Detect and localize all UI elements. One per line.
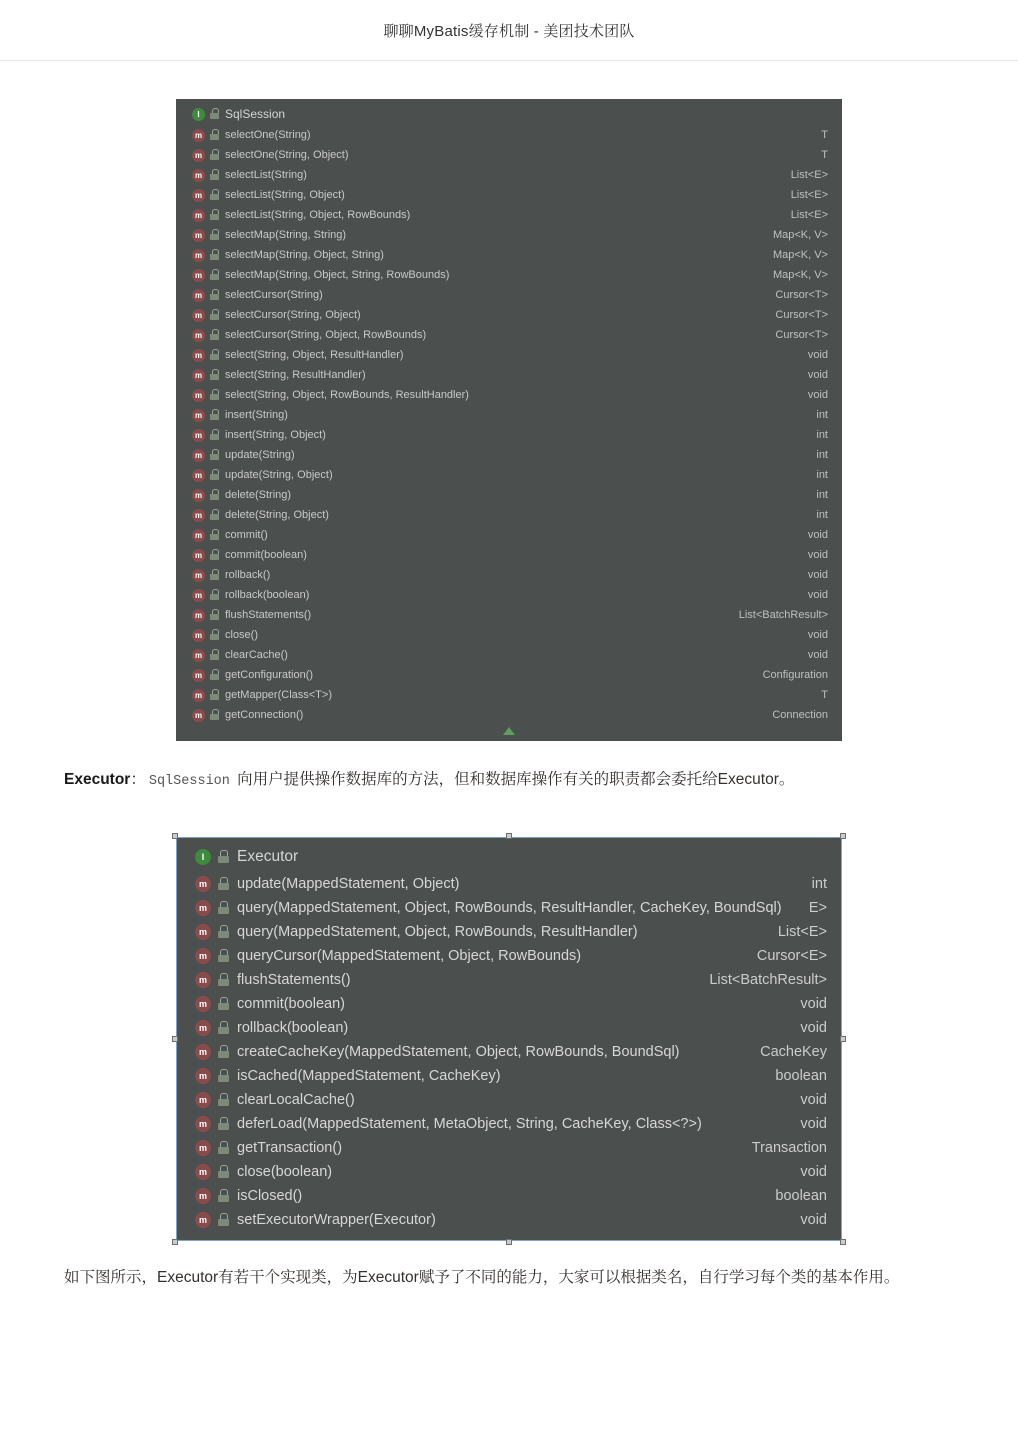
sqlsession-header [176, 105, 842, 125]
lock-icon [210, 129, 219, 141]
document-content [0, 99, 1018, 1293]
sqlsession-structure-panel[interactable] [176, 99, 842, 741]
method-signature: selectList(String, Object, RowBounds) [225, 209, 411, 221]
method-icon: m [192, 129, 205, 142]
method-return-type: void [800, 996, 827, 1012]
method-row[interactable] [176, 185, 842, 205]
method-row[interactable] [176, 445, 842, 465]
method-icon: m [192, 629, 205, 642]
method-row[interactable] [176, 525, 842, 545]
method-row[interactable] [176, 625, 842, 645]
lock-icon [210, 409, 219, 421]
method-icon: m [192, 349, 205, 362]
method-signature: isCached(MappedStatement, CacheKey) [237, 1068, 501, 1084]
method-return-type: Cursor<T> [775, 289, 828, 301]
method-row[interactable] [176, 205, 842, 225]
lock-icon [210, 289, 219, 301]
method-row[interactable] [176, 545, 842, 565]
method-return-type: void [807, 569, 828, 581]
method-icon: m [192, 689, 205, 702]
method-return-type: Map<K, V> [772, 229, 828, 241]
method-row[interactable] [177, 1064, 841, 1088]
method-return-type: int [816, 409, 828, 421]
method-signature: update(String, Object) [225, 469, 333, 481]
method-icon: m [195, 1044, 211, 1060]
method-icon: m [195, 996, 211, 1012]
method-signature: query(MappedStatement, Object, RowBounds, ResultHandler, CacheKey, BoundSql) [237, 900, 782, 916]
method-signature: update(MappedStatement, Object) [237, 876, 460, 892]
method-icon: m [195, 900, 211, 916]
resize-handle-top-left[interactable] [172, 833, 178, 839]
method-return-type: Configuration [762, 669, 828, 681]
paragraph-executor-intro [64, 765, 954, 797]
method-row[interactable] [177, 896, 841, 920]
method-signature: selectOne(String, Object) [225, 149, 349, 161]
method-signature: insert(String, Object) [225, 429, 326, 441]
method-row[interactable] [177, 1040, 841, 1064]
method-signature: getMapper(Class<T>) [225, 689, 332, 701]
method-return-type: T [821, 689, 828, 701]
method-return-type: void [800, 1212, 827, 1228]
method-return-type: boolean [775, 1068, 827, 1084]
resize-handle-top-center[interactable] [506, 833, 512, 839]
method-return-type: void [800, 1020, 827, 1036]
lock-icon [210, 169, 219, 181]
method-row[interactable] [176, 245, 842, 265]
method-return-type: void [807, 529, 828, 541]
method-return-type: Cursor<E> [756, 948, 827, 964]
method-signature: isClosed() [237, 1188, 303, 1204]
method-icon: m [192, 669, 205, 682]
lock-icon [210, 609, 219, 621]
lock-icon [218, 925, 229, 939]
method-icon: m [195, 1140, 211, 1156]
method-return-type: List<E> [777, 924, 827, 940]
method-return-type: void [807, 369, 828, 381]
method-icon: m [192, 609, 205, 622]
lock-icon [210, 529, 219, 541]
method-row[interactable] [176, 225, 842, 245]
method-return-type: List<E> [790, 189, 828, 201]
method-icon: m [195, 1212, 211, 1228]
lock-icon [218, 1165, 229, 1179]
lock-icon [210, 429, 219, 441]
method-signature: insert(String) [225, 409, 288, 421]
method-signature: selectCursor(String) [225, 289, 323, 301]
resize-handle-bottom-center[interactable] [506, 1239, 512, 1245]
lock-icon [210, 189, 219, 201]
lock-icon [210, 709, 219, 721]
method-signature: select(String, Object, ResultHandler) [225, 349, 404, 361]
method-return-type: E> [808, 900, 827, 916]
method-signature: commit() [225, 529, 268, 541]
method-return-type: List<BatchResult> [738, 609, 828, 621]
resize-handle-bottom-left[interactable] [172, 1239, 178, 1245]
method-row[interactable] [176, 285, 842, 305]
method-icon: m [195, 972, 211, 988]
lock-icon [210, 689, 219, 701]
method-row[interactable] [176, 345, 842, 365]
lock-icon [210, 149, 219, 161]
lock-icon [210, 629, 219, 641]
method-signature: selectCursor(String, Object) [225, 309, 361, 321]
method-signature: setExecutorWrapper(Executor) [237, 1212, 436, 1228]
method-row[interactable] [176, 325, 842, 345]
method-signature: selectList(String) [225, 169, 307, 181]
method-row[interactable] [177, 944, 841, 968]
method-row[interactable] [176, 585, 842, 605]
interface-icon: I [195, 849, 211, 865]
method-icon: m [192, 389, 205, 402]
executor-label: Executor [64, 771, 131, 788]
method-row[interactable] [177, 1184, 841, 1208]
method-signature: flushStatements() [237, 972, 351, 988]
method-row[interactable] [177, 920, 841, 944]
method-row[interactable] [176, 485, 842, 505]
method-signature: select(String, Object, RowBounds, ResultHandler) [225, 389, 469, 401]
method-return-type: List<E> [790, 169, 828, 181]
colon: ： [130, 771, 146, 788]
method-return-type: List<E> [790, 209, 828, 221]
method-icon: m [195, 1116, 211, 1132]
lock-icon [218, 901, 229, 915]
method-icon: m [192, 429, 205, 442]
method-icon: m [195, 924, 211, 940]
method-signature: query(MappedStatement, Object, RowBounds, ResultHandler) [237, 924, 638, 940]
lock-icon [210, 649, 219, 661]
method-icon: m [195, 1188, 211, 1204]
method-icon: m [192, 149, 205, 162]
method-signature: createCacheKey(MappedStatement, Object, RowBounds, BoundSql) [237, 1044, 680, 1060]
method-icon: m [195, 876, 211, 892]
resize-handle-top-right[interactable] [840, 833, 846, 839]
lock-icon [210, 249, 219, 261]
method-icon: m [192, 529, 205, 542]
method-row[interactable] [176, 425, 842, 445]
method-return-type: int [816, 469, 828, 481]
method-row[interactable] [176, 665, 842, 685]
method-signature: selectMap(String, Object, String, RowBounds) [225, 269, 450, 281]
lock-icon [218, 949, 229, 963]
method-row[interactable] [176, 465, 842, 485]
paragraph-text: 向用户提供操作数据库的方法，但和数据库操作有关的职责都会委托给Executor。 [232, 771, 795, 788]
lock-icon [218, 877, 229, 891]
method-icon: m [192, 549, 205, 562]
method-return-type: void [807, 549, 828, 561]
method-return-type: int [816, 489, 828, 501]
resize-handle-middle-right[interactable] [840, 1036, 846, 1042]
lock-icon [210, 589, 219, 601]
executor-header [177, 846, 841, 872]
page-title: 聊聊MyBatis缓存机制 - 美团技术团队 [383, 22, 635, 40]
lock-icon [218, 1117, 229, 1131]
lock-icon [210, 489, 219, 501]
method-signature: selectOne(String) [225, 129, 311, 141]
method-row[interactable] [177, 1088, 841, 1112]
method-icon: m [195, 948, 211, 964]
lock-icon [210, 329, 219, 341]
method-signature: rollback(boolean) [237, 1020, 349, 1036]
method-row[interactable] [176, 505, 842, 525]
method-icon: m [195, 1092, 211, 1108]
method-signature: getConnection() [225, 709, 304, 721]
lock-icon [210, 108, 219, 120]
lock-icon [210, 509, 219, 521]
method-icon: m [192, 289, 205, 302]
lock-icon [218, 997, 229, 1011]
method-row[interactable] [177, 992, 841, 1016]
method-row[interactable] [177, 1136, 841, 1160]
method-signature: selectMap(String, Object, String) [225, 249, 384, 261]
interface-name: Executor [237, 848, 299, 865]
method-icon: m [192, 489, 205, 502]
method-return-type: Map<K, V> [772, 249, 828, 261]
method-signature: getTransaction() [237, 1140, 343, 1156]
method-return-type: int [811, 876, 827, 892]
method-return-type: void [807, 389, 828, 401]
lock-icon [210, 449, 219, 461]
lock-icon [210, 389, 219, 401]
method-signature: getConfiguration() [225, 669, 314, 681]
method-row[interactable] [176, 305, 842, 325]
method-return-type: int [816, 429, 828, 441]
method-return-type: Cursor<T> [775, 329, 828, 341]
method-return-type: void [807, 349, 828, 361]
lock-icon [218, 850, 229, 864]
method-icon: m [192, 709, 205, 722]
method-signature: select(String, ResultHandler) [225, 369, 366, 381]
lock-icon [218, 1093, 229, 1107]
method-signature: clearCache() [225, 649, 288, 661]
method-return-type: int [816, 509, 828, 521]
scroll-down-arrow-icon[interactable] [503, 727, 515, 735]
method-signature: selectMap(String, String) [225, 229, 347, 241]
method-row[interactable] [177, 1208, 841, 1232]
method-signature: selectCursor(String, Object, RowBounds) [225, 329, 427, 341]
method-return-type: Connection [772, 709, 828, 721]
method-row[interactable] [176, 265, 842, 285]
method-icon: m [192, 509, 205, 522]
method-icon: m [192, 249, 205, 262]
method-return-type: CacheKey [760, 1044, 827, 1060]
method-signature: selectList(String, Object) [225, 189, 345, 201]
lock-icon [218, 1021, 229, 1035]
paragraph-executor-impls: 如下图所示，Executor有若干个实现类，为Executor赋予了不同的能力，大家可以根据类名，自行学习每个类的基本作用。 [64, 1269, 900, 1286]
lock-icon [218, 1141, 229, 1155]
method-return-type: void [807, 629, 828, 641]
method-return-type: void [807, 589, 828, 601]
lock-icon [210, 549, 219, 561]
lock-icon [210, 669, 219, 681]
method-icon: m [192, 169, 205, 182]
method-return-type: Map<K, V> [772, 269, 828, 281]
method-signature: rollback(boolean) [225, 589, 310, 601]
method-row[interactable] [176, 645, 842, 665]
method-icon: m [192, 409, 205, 422]
lock-icon [218, 1213, 229, 1227]
method-signature: deferLoad(MappedStatement, MetaObject, String, CacheKey, Class<?>) [237, 1116, 702, 1132]
method-row[interactable] [176, 685, 842, 705]
method-return-type: void [807, 649, 828, 661]
method-signature: close(boolean) [237, 1164, 333, 1180]
interface-icon: I [192, 108, 205, 121]
lock-icon [218, 1189, 229, 1203]
method-return-type: Transaction [751, 1140, 827, 1156]
method-icon: m [195, 1164, 211, 1180]
method-row[interactable] [177, 1160, 841, 1184]
method-icon: m [195, 1068, 211, 1084]
page-header [0, 0, 1018, 61]
method-icon: m [192, 189, 205, 202]
sqlsession-code: SqlSession [148, 774, 230, 789]
method-row[interactable] [176, 145, 842, 165]
method-return-type: void [800, 1116, 827, 1132]
lock-icon [210, 369, 219, 381]
method-signature: close() [225, 629, 259, 641]
executor-structure-panel[interactable] [176, 837, 842, 1241]
method-icon: m [192, 589, 205, 602]
method-row[interactable] [176, 605, 842, 625]
method-icon: m [192, 329, 205, 342]
method-signature: commit(boolean) [225, 549, 307, 561]
lock-icon [210, 569, 219, 581]
method-icon: m [192, 209, 205, 222]
lock-icon [210, 469, 219, 481]
method-icon: m [192, 569, 205, 582]
method-signature: rollback() [225, 569, 271, 581]
method-signature: update(String) [225, 449, 295, 461]
method-icon: m [192, 649, 205, 662]
method-icon: m [192, 229, 205, 242]
lock-icon [210, 309, 219, 321]
method-row[interactable] [176, 705, 842, 725]
method-row[interactable] [176, 565, 842, 585]
resize-handle-bottom-right[interactable] [840, 1239, 846, 1245]
method-signature: clearLocalCache() [237, 1092, 355, 1108]
method-row[interactable] [177, 1016, 841, 1040]
method-icon: m [192, 449, 205, 462]
lock-icon [210, 229, 219, 241]
method-return-type: T [821, 149, 828, 161]
lock-icon [218, 1045, 229, 1059]
method-icon: m [195, 1020, 211, 1036]
method-row[interactable] [177, 872, 841, 896]
method-return-type: int [816, 449, 828, 461]
method-return-type: T [821, 129, 828, 141]
method-icon: m [192, 269, 205, 282]
method-signature: delete(String) [225, 489, 292, 501]
method-icon: m [192, 309, 205, 322]
method-return-type: void [800, 1092, 827, 1108]
lock-icon [218, 973, 229, 987]
resize-handle-middle-left[interactable] [172, 1036, 178, 1042]
method-signature: commit(boolean) [237, 996, 345, 1012]
interface-name: SqlSession [225, 107, 286, 121]
method-signature: flushStatements() [225, 609, 312, 621]
method-row[interactable] [176, 405, 842, 425]
method-icon: m [192, 369, 205, 382]
method-row[interactable] [176, 365, 842, 385]
lock-icon [210, 209, 219, 221]
method-row[interactable] [177, 968, 841, 992]
method-icon: m [192, 469, 205, 482]
method-return-type: Cursor<T> [775, 309, 828, 321]
method-return-type: void [800, 1164, 827, 1180]
lock-icon [210, 269, 219, 281]
method-row[interactable] [176, 125, 842, 145]
method-return-type: boolean [775, 1188, 827, 1204]
lock-icon [210, 349, 219, 361]
method-row[interactable] [176, 385, 842, 405]
method-signature: queryCursor(MappedStatement, Object, RowBounds) [237, 948, 582, 964]
method-return-type: List<BatchResult> [709, 972, 827, 988]
lock-icon [218, 1069, 229, 1083]
method-signature: delete(String, Object) [225, 509, 329, 521]
method-row[interactable] [177, 1112, 841, 1136]
method-row[interactable] [176, 165, 842, 185]
executor-structure-wrapper [176, 837, 842, 1241]
